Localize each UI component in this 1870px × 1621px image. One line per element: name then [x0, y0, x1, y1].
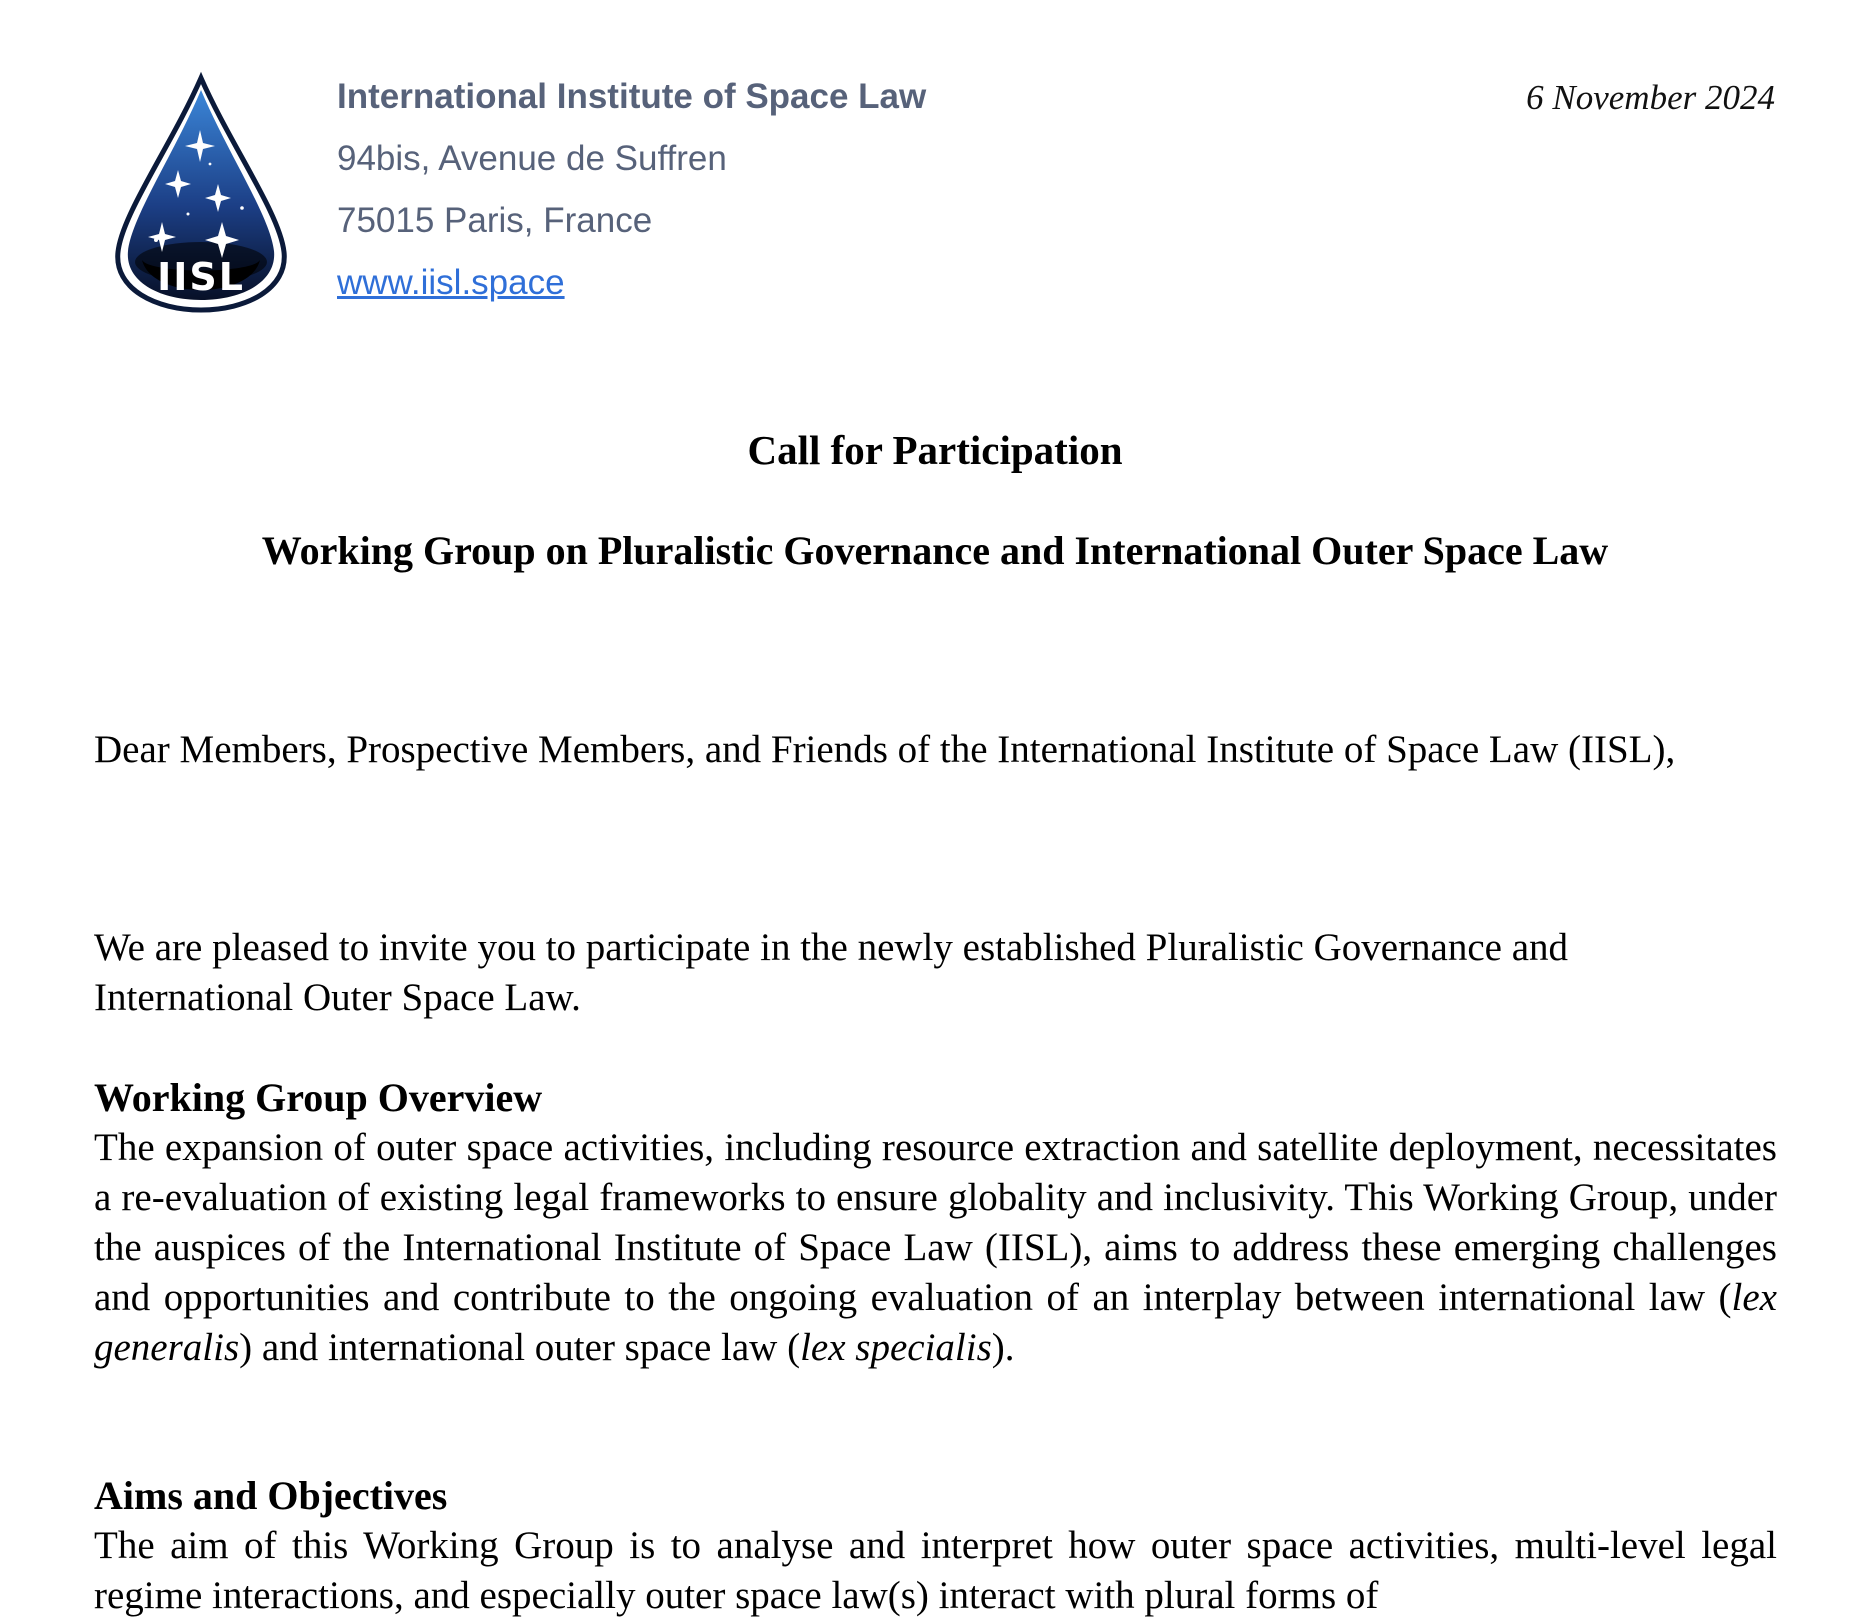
aims-paragraph: The aim of this Working Group is to analyse and interpret how outer space activities, multi-level legal regime interactions, and especially outer space law(s) interact with plural forms of	[94, 1524, 1777, 1617]
overview-text-middle: ) and international outer space law (	[239, 1326, 801, 1369]
term-lex-specialis: lex specialis	[800, 1326, 992, 1369]
term-lex-generalis: lex generalis	[94, 1276, 1777, 1369]
letter-date: 6 November 2024	[1526, 78, 1775, 117]
page-title: Call for Participation	[747, 427, 1123, 473]
address-line-2: 75015 Paris, France	[337, 201, 653, 240]
invitation-paragraph: We are pleased to invite you to participate in the newly established Pluralistic Governance and International Outer Space Law.	[94, 926, 1569, 1019]
overview-text-end: ).	[991, 1326, 1015, 1369]
address-line-1: 94bis, Avenue de Suffren	[337, 139, 727, 178]
page-subtitle: Working Group on Pluralistic Governance and International Outer Space Law	[261, 528, 1609, 573]
aims-heading: Aims and Objectives	[94, 1473, 448, 1518]
website-link[interactable]: www.iisl.space	[337, 263, 565, 302]
letterhead	[337, 72, 926, 308]
logo-text: IISL	[157, 255, 245, 299]
salutation: Dear Members, Prospective Members, and Friends of the International Institute of Space Law (IISL),	[94, 728, 1676, 771]
overview-text-main: The expansion of outer space activities, including resource extraction and satellite deployment, necessitates a re-evaluation of existing legal frameworks to ensure globality and inclusivity. This Working Group, under the auspices of the International Institute of Space Law (IISL), aims to address these emerging challenges and opportunities and contribute to the ongoing evaluation of an interplay between international law (	[94, 1126, 1777, 1319]
org-name: International Institute of Space Law	[337, 77, 927, 116]
overview-paragraph	[94, 1123, 1777, 1373]
iisl-logo	[112, 74, 290, 314]
overview-heading: Working Group Overview	[94, 1075, 543, 1120]
